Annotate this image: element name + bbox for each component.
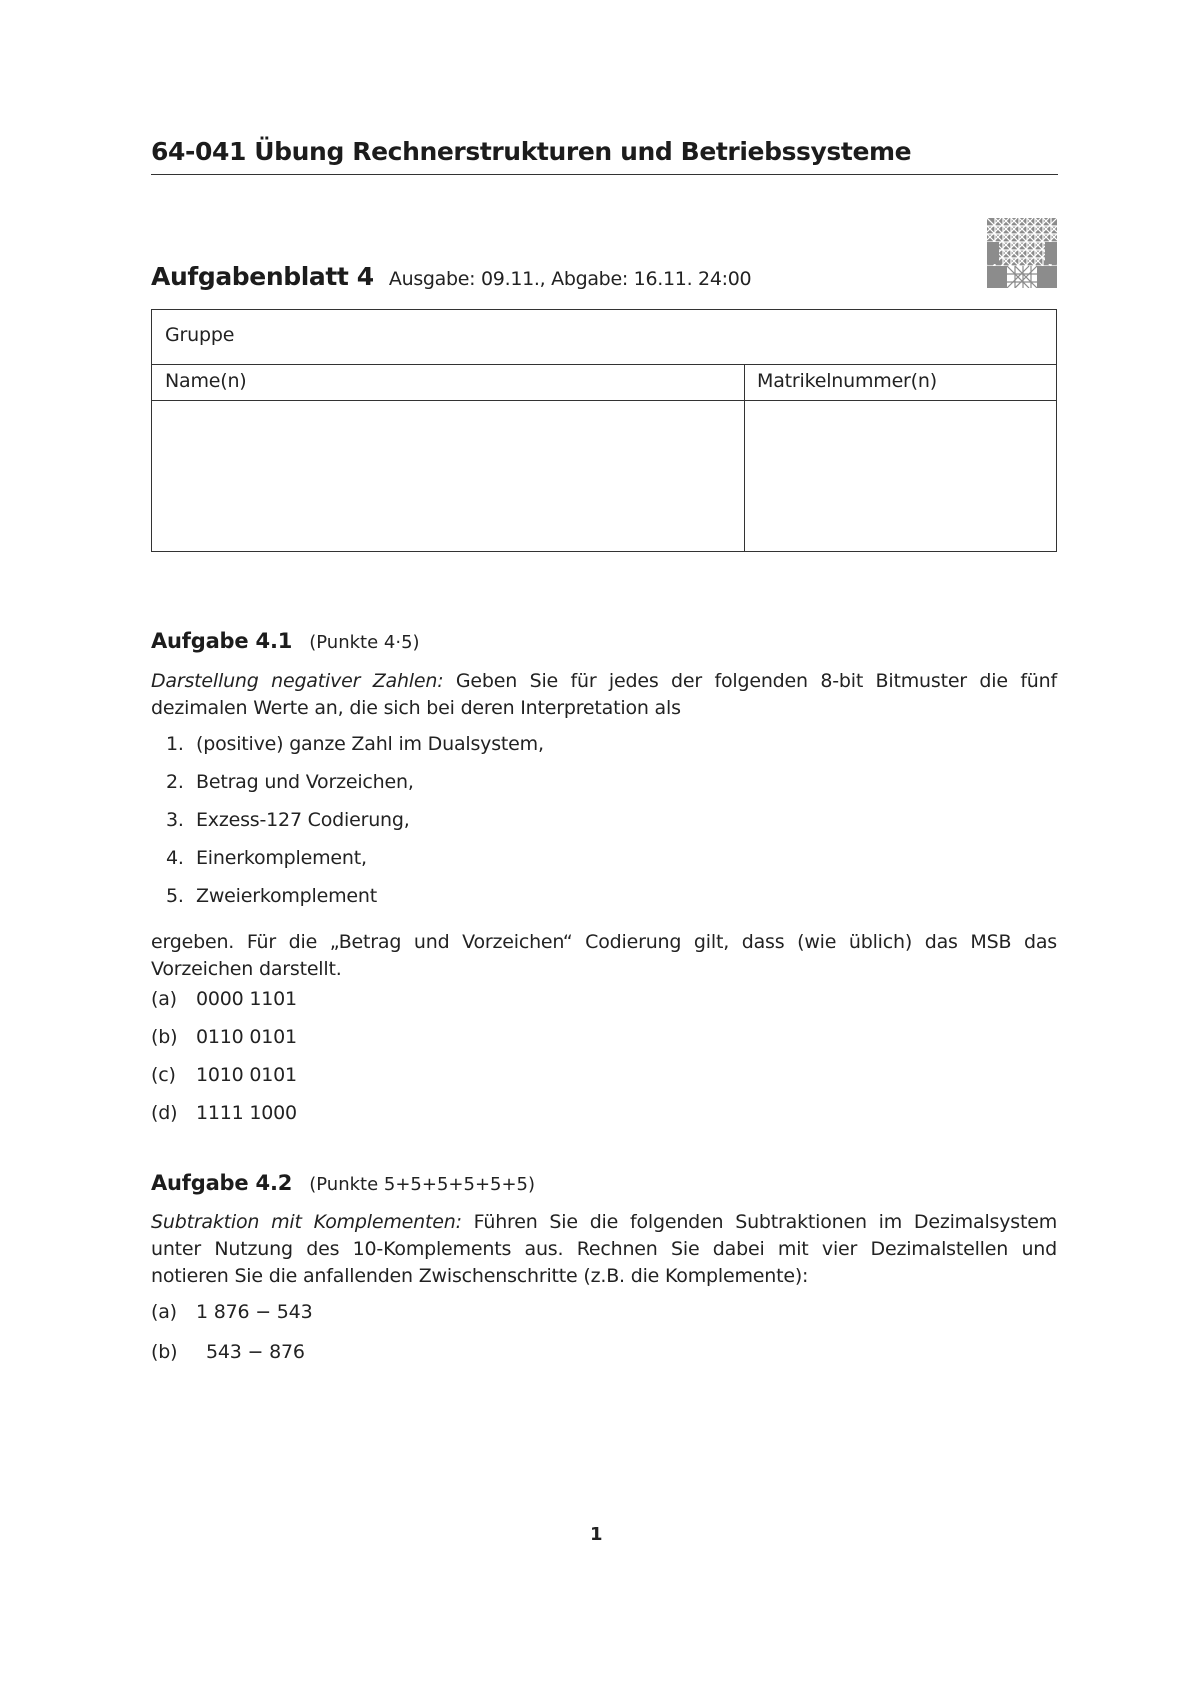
item-label: (b) [151,1341,178,1363]
task-2-text: Führen Sie die folgenden Subtraktionen im Dezimalsystem unter Nutzung des 10-Komplements aus. Rechnen Sie dabei mit vier Dezimalstellen und notieren Sie die anfallenden Zwischenschritte (z.B. die Komplemente): [151,1211,1058,1287]
subtraction-expression: 1 876 − 543 [196,1301,313,1323]
task-1-text: Geben Sie für jedes der folgenden 8-bit Bitmuster die fünf dezimalen Werte an, die sich bei deren Interpretation als [151,670,1057,719]
task-2-header [151,1171,535,1195]
group-table [151,309,1057,552]
name-entry-cell[interactable] [152,402,742,551]
list-item-number: 1. [166,733,184,755]
list-item: (positive) ganze Zahl im Dualsystem, [196,733,544,755]
task-1-intro [151,668,1057,722]
column-divider [744,365,745,551]
sheet-title: Aufgabenblatt 4 [151,262,374,291]
bit-pattern: 0000 1101 [196,988,297,1010]
task-1-outro: ergeben. Für die „Betrag und Vorzeichen“ Codierung gilt, dass (wie üblich) das MSB das Vorzeichen darstellt. [151,931,1057,980]
sheet-dates: Ausgabe: 09.11., Abgabe: 16.11. 24:00 [388,268,752,290]
name-header: Name(n) [165,370,247,392]
matrikel-entry-cell[interactable] [746,402,1056,551]
list-item-number: 3. [166,809,184,831]
bit-pattern: 1010 0101 [196,1064,297,1086]
list-item: Zweierkomplement [196,885,378,907]
document-title: 64-041 Übung Rechnerstrukturen und Betriebssysteme [151,137,912,166]
title-rule [151,174,1058,175]
task-1-topic: Darstellung negativer Zahlen: [151,670,444,692]
list-item: Einerkomplement, [196,847,367,869]
list-item: Exzess-127 Codierung, [196,809,410,831]
item-label: (a) [151,988,177,1010]
item-label: (c) [151,1064,176,1086]
bit-pattern: 0110 0101 [196,1026,297,1048]
task-2-topic: Subtraktion mit Komplementen: [151,1211,462,1233]
bit-pattern: 1111 1000 [196,1102,297,1124]
university-logo-icon [987,218,1057,288]
subtraction-expression: 543 − 876 [206,1341,305,1363]
matrikel-header: Matrikelnummer(n) [757,370,937,392]
group-label: Gruppe [165,324,235,346]
header-row [152,365,1056,401]
item-label: (d) [151,1102,178,1124]
task-1-title: Aufgabe 4.1 [151,629,293,653]
list-item: Betrag und Vorzeichen, [196,771,414,793]
list-item-number: 4. [166,847,184,869]
list-item-number: 2. [166,771,184,793]
sheet-header [151,262,751,291]
task-1-points: (Punkte 4·5) [309,632,420,653]
task-2-points: (Punkte 5+5+5+5+5+5) [309,1174,536,1195]
group-row [152,310,1056,365]
item-label: (a) [151,1301,177,1323]
task-2-title: Aufgabe 4.2 [151,1171,293,1195]
list-item-number: 5. [166,885,184,907]
task-2-intro [151,1209,1057,1290]
page-number: 1 [590,1524,603,1545]
task-1-header [151,629,420,653]
item-label: (b) [151,1026,178,1048]
